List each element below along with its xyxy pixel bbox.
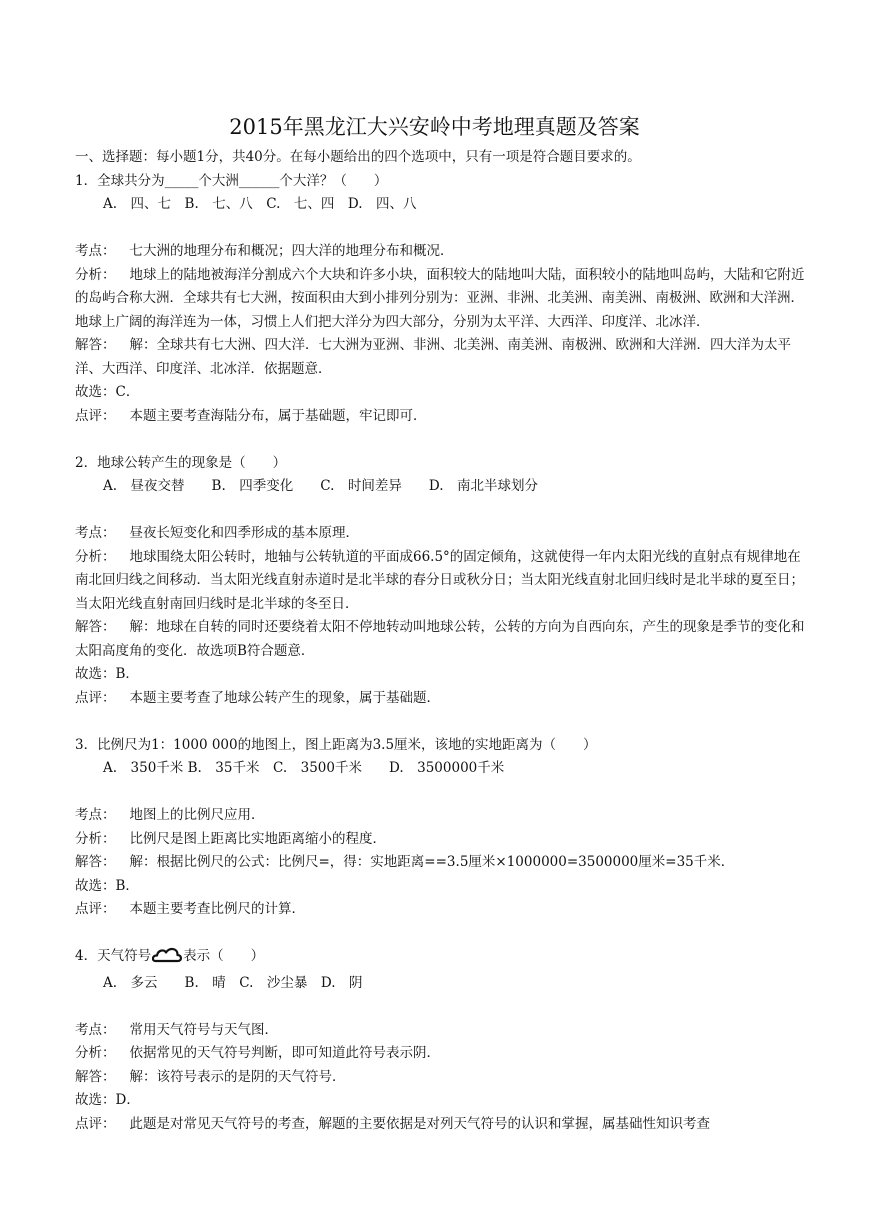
jieda-row: [75, 616, 805, 663]
kaodian-label: 考点：: [75, 525, 116, 541]
question-1: [75, 170, 805, 429]
jieda-row: [75, 1066, 805, 1090]
kaodian-text: 常用天气符号与天气图．: [129, 1021, 278, 1038]
jieda-label: 解答：: [75, 337, 116, 353]
dianping-label: 点评：: [75, 689, 116, 706]
question-2: [75, 452, 805, 711]
jieda-text: 解：地球在自转的同时还要绕着太阳不停地转动叫地球公转，公转的方向为自西向东，产生的现象是季节的变化和太阳高度角的变化．故选项B符合题意．: [75, 619, 805, 659]
fenxi-row: [75, 546, 805, 617]
fenxi-label: 分析：: [75, 830, 116, 847]
answer-text: 故选：D．: [75, 1092, 140, 1108]
dianping-label: 点评：: [75, 901, 116, 917]
kaodian-row: [75, 522, 805, 546]
fenxi-text: 地球上的陆地被海洋分割成六个大块和许多小块，面积较大的陆地叫大陆，面积较小的陆地叫岛屿，大陆和它附近的岛屿合称大洲．全球共有七大洲，按面积由大到小排列分别为：亚洲、非洲、北美洲、南美洲、南极洲、欧洲和大洋洲．地球上广阔的海洋连为一体，习惯上人们把大洋分为四大部分，分别为太平洋、大西洋、印度洋、北冰洋．: [75, 266, 805, 330]
jieda-label: 解答：: [75, 854, 116, 870]
kaodian-row: [75, 804, 805, 828]
overcast-weather-icon: [152, 946, 182, 972]
dianping-row: [75, 1113, 805, 1137]
question-options: A. 350千米 B. 35千米 C. 3500千米 D. 3500000千米: [103, 760, 505, 776]
question-4: [75, 945, 805, 1136]
kaodian-row: [75, 1019, 805, 1043]
dianping-text: 此题是对常见天气符号的考查，解题的主要依据是对列天气符号的认识和掌握，属基础性知识考查: [129, 1115, 710, 1132]
question-stem: [75, 945, 805, 972]
question-stem-before: 4．天气符号: [75, 948, 152, 964]
answer-text: 故选：B．: [75, 666, 139, 682]
kaodian-text: 七大洲的地理分布和概况；四大洋的地理分布和概况．: [129, 243, 454, 259]
jieda-text: 解：该符号表示的是阴的天气符号．: [129, 1068, 346, 1085]
fenxi-label: 分析：: [75, 548, 116, 565]
question-options: A. 四、七 B. 七、八 C. 七、四 D. 四、八: [103, 196, 417, 212]
kaodian-text: 地图上的比例尺应用．: [129, 807, 265, 823]
jieda-row: [75, 334, 805, 381]
dianping-text: 本题主要考查海陆分布，属于基础题，牢记即可．: [129, 407, 427, 424]
dianping-text: 本题主要考查比例尺的计算．: [129, 901, 305, 917]
kaodian-label: 考点：: [75, 807, 116, 823]
question-3: [75, 734, 805, 922]
dianping-row: [75, 687, 805, 711]
question-options: A. 多云 B. 晴 C. 沙尘暴 D. 阴: [103, 974, 363, 991]
fenxi-label: 分析：: [75, 1045, 116, 1061]
kaodian-row: [75, 240, 805, 264]
jieda-text: 解：全球共有七大洲、四大洋．七大洲为亚洲、非洲、北美洲、南美洲、南极洲、欧洲和大洋洲．四大洋为太平洋、大西洋、印度洋、北冰洋．依据题意．: [75, 337, 791, 377]
kaodian-text: 昼夜长短变化和四季形成的基本原理．: [129, 525, 359, 541]
jieda-text: 解：根据比例尺的公式：比例尺=，得：实地距离==3.5厘米×1000000=3500000厘米=35千米．: [129, 854, 735, 870]
document-title: 2015年黑龙江大兴安岭中考地理真题及答案: [229, 115, 640, 139]
question-stem: 3．比例尺为1：1000 000的地图上，图上距离为3.5厘米，该地的实地距离为（ ）: [75, 736, 597, 753]
question-stem: 1．全球共分为_____个大洲______个大洋？（ ）: [75, 172, 388, 189]
fenxi-row: [75, 1042, 805, 1066]
kaodian-label: 考点：: [75, 1021, 116, 1038]
fenxi-text: 地球围绕太阳公转时，地轴与公转轨道的平面成66.5°的固定倾角，这就使得一年内太阳光线的直射点有规律地在南北回归线之间移动．当太阳光线直射赤道时是北半球的春分日或秋分日；当太阳光线直射北回归线时是北半球的夏至日；当太阳光线直射南回归线时是北半球的冬至日．: [75, 548, 804, 612]
section-heading: 一、选择题：每小题1分，共40分。在每小题给出的四个选项中，只有一项是符合题目要求的。: [75, 149, 641, 165]
answer-text: 故选：C．: [75, 384, 140, 400]
question-stem-after: 表示（ ）: [183, 948, 265, 964]
kaodian-label: 考点：: [75, 243, 116, 259]
document-body: [75, 146, 805, 1136]
question-options: A. 昼夜交替 B. 四季变化 C. 时间差异 D. 南北半球划分: [103, 478, 539, 494]
dianping-row: [75, 405, 805, 429]
jieda-label: 解答：: [75, 619, 116, 635]
fenxi-label: 分析：: [75, 266, 116, 283]
dianping-text: 本题主要考查了地球公转产生的现象，属于基础题．: [129, 689, 440, 706]
fenxi-row: [75, 828, 805, 852]
question-stem: 2．地球公转产生的现象是（ ）: [75, 454, 287, 471]
dianping-row: [75, 898, 805, 922]
answer-text: 故选：B．: [75, 877, 139, 894]
jieda-label: 解答：: [75, 1068, 116, 1085]
fenxi-text: 比例尺是图上距离比实地距离缩小的程度．: [129, 830, 386, 847]
dianping-label: 点评：: [75, 1115, 116, 1132]
dianping-label: 点评：: [75, 407, 116, 424]
fenxi-text: 依据常见的天气符号判断，即可知道此符号表示阴．: [129, 1045, 440, 1061]
fenxi-row: [75, 264, 805, 335]
jieda-row: [75, 851, 805, 875]
